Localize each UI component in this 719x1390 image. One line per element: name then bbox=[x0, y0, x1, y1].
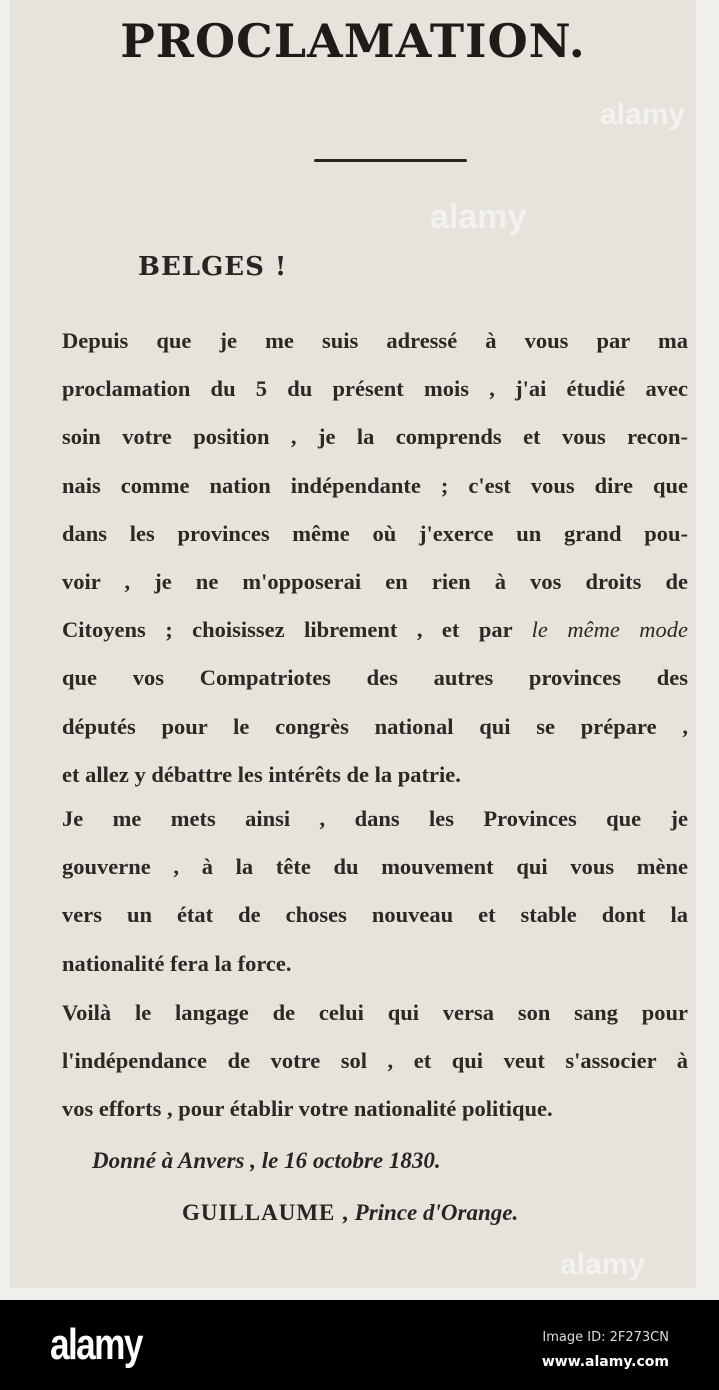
text-line-content: Je me mets ainsi , dans les Provinces que je bbox=[62, 806, 688, 831]
text-line-content: voir , je ne m'opposerai en rien à vos droits de bbox=[62, 569, 688, 594]
text-line bbox=[62, 471, 688, 501]
text-line bbox=[62, 900, 688, 930]
footer-bar bbox=[0, 1300, 719, 1390]
text-line bbox=[62, 519, 688, 549]
site-url[interactable]: www.alamy.com bbox=[541, 1354, 669, 1370]
text-line bbox=[62, 998, 688, 1028]
watermark: alamy bbox=[430, 198, 527, 236]
date-line: Donné à Anvers , le 16 octobre 1830. bbox=[92, 1148, 441, 1173]
text-line bbox=[62, 760, 688, 790]
text-line-content: proclamation du 5 du présent mois , j'ai étudié avec bbox=[62, 376, 688, 402]
text-line bbox=[62, 949, 688, 979]
text-line-content: Citoyens ; choisissez librement , et par bbox=[62, 617, 513, 643]
text-line-content: nationalité fera la force. bbox=[62, 950, 292, 976]
signature-title: Prince d'Orange. bbox=[354, 1200, 519, 1225]
salutation: BELGES ! bbox=[138, 252, 288, 282]
text-line-content: soin votre position , je la comprends et vous recon- bbox=[62, 424, 688, 450]
text-line-content: l'indépendance de votre sol , et qui veut s'associer à bbox=[62, 1048, 688, 1074]
text-line-content: nais comme nation indépendante ; c'est vous dire que bbox=[62, 472, 688, 498]
text-line bbox=[62, 1094, 688, 1124]
text-line bbox=[62, 663, 688, 693]
watermark: alamy bbox=[560, 1248, 646, 1281]
signature bbox=[182, 1200, 518, 1226]
watermark: alamy bbox=[600, 98, 686, 131]
text-line-content: que vos Compatriotes des autres provinces des bbox=[62, 665, 688, 691]
text-line-content: et allez y débattre les intérêts de la patrie. bbox=[62, 761, 461, 787]
italic-phrase: le même mode bbox=[531, 617, 688, 643]
signature-name: GUILLAUME , bbox=[182, 1200, 349, 1225]
alamy-logo: alamy bbox=[50, 1320, 142, 1369]
text-line bbox=[62, 1046, 688, 1076]
text-line-content: gouverne , à la tête du mouvement qui vous mène bbox=[62, 854, 688, 880]
text-line bbox=[62, 852, 688, 882]
text-line bbox=[62, 326, 688, 356]
text-line bbox=[62, 567, 688, 597]
text-line bbox=[62, 422, 688, 452]
title-divider bbox=[314, 159, 467, 162]
text-line-content: Depuis que je me suis adressé à vous par ma bbox=[62, 328, 688, 353]
text-line-content: Voilà le langage de celui qui versa son sang pour bbox=[62, 1000, 688, 1025]
document-title: PROCLAMATION. bbox=[120, 14, 586, 68]
text-line bbox=[62, 712, 688, 742]
text-line-content: députés pour le congrès national qui se prépare , bbox=[62, 713, 688, 739]
text-line-content: vos efforts , pour établir votre nationalité politique. bbox=[62, 1096, 553, 1122]
text-line bbox=[62, 804, 688, 834]
text-line-content: dans les provinces même où j'exerce un grand pou- bbox=[62, 520, 688, 546]
text-line bbox=[62, 615, 688, 645]
text-line-content: vers un état de choses nouveau et stable dont la bbox=[62, 902, 688, 928]
text-line bbox=[62, 374, 688, 404]
image-id: Image ID: 2F273CN bbox=[542, 1330, 669, 1345]
